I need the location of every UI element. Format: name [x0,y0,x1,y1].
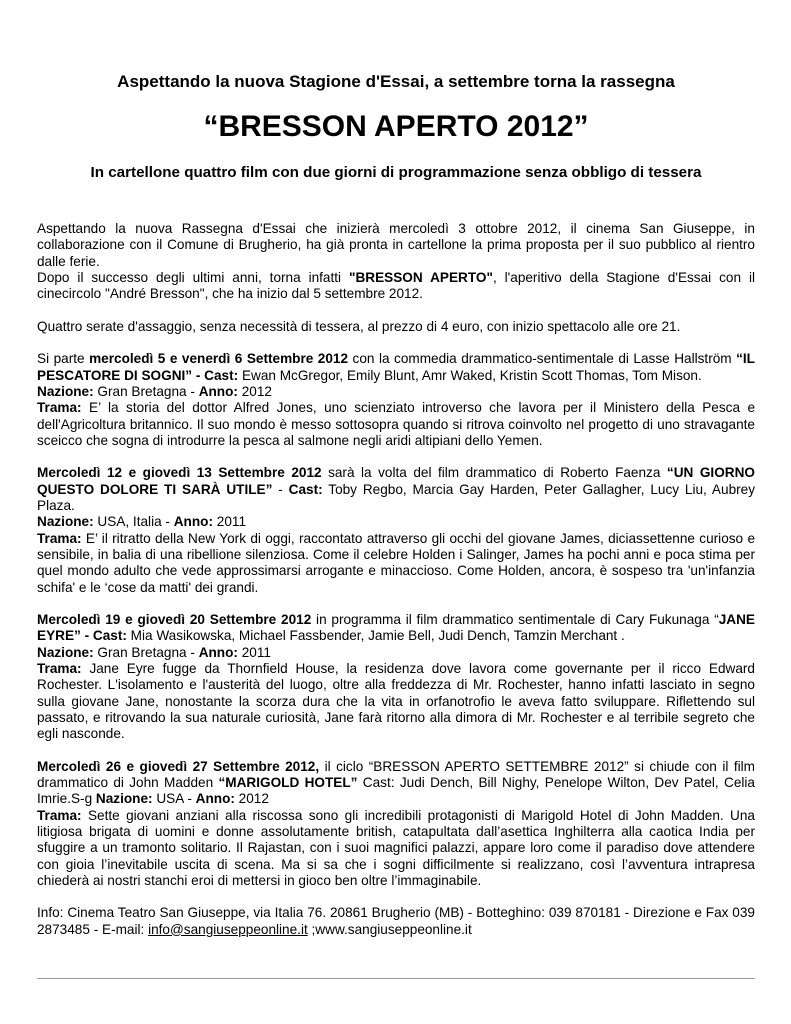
article-body [37,221,755,954]
film-block-3 [37,612,755,742]
anno-value: 2012 [237,383,272,399]
film1-cast: Ewan McGregor, Emily Blunt, Amr Waked, Kristin Scott Thomas, Tom Mison. [238,367,702,383]
film2-sep: - [272,481,289,497]
nazione-value: Gran Bretagna - [93,383,199,399]
nazione-label: Nazione: [37,644,94,660]
nazione-value: Gran Bretagna - [93,644,199,660]
website-text: ;www.sangiuseppeonline.it [307,921,472,937]
nazione-label: Nazione: [37,383,94,399]
nazione-label: Nazione: [95,791,153,807]
film1-text: con la commedia drammatico-sentimentale di Lasse Hallström [348,351,737,367]
trama-label: Trama: [37,661,82,677]
film1-text: Si parte [37,351,90,367]
film4-title: “MARIGOLD HOTEL” [218,775,358,791]
anno-label: Anno: [198,383,238,399]
trama-text: E’ il ritratto della New York di oggi, raccontato attraverso gli occhi del giovane James, diciassettenne curioso e sensibile, in balia di una ribellione silenziosa. Come il celebre Holden i Salinger, James ha pochi anni e poca stima per quel mondo adulto che vede approssimarsi arrogante e minaccioso. Come Holden, ancora, è sospeso tra 'un'infanzia schifa' e le ‘cose da matti' dei grandi. [37,530,755,595]
cast-label: Cast: [288,481,323,497]
email-link[interactable]: info@sangiuseppeonline.it [148,921,308,937]
info-paragraph [37,905,755,938]
film-block-2 [37,465,755,595]
anno-label: Anno: [195,791,235,807]
nazione-label: Nazione: [37,514,94,530]
film2-cast: Toby Regbo, Marcia Gay Harden, Peter Gallagher, Lucy Liu, Aubrey Plaza. [37,481,756,514]
film-block-4 [37,759,755,889]
intro-text-2b: "BRESSON APERTO" [349,269,493,285]
trama-text: Jane Eyre fugge da Thornfield House, la residenza dove lavora come governante per il ricco Edward Rochester. L'isolamento e l'austerità del luogo, oltre alla freddezza di Mr. Rochester, hanno infatti lasciato in segno sulla giovane Jane, nonostante la scorza dura che la vita in orfanotrofio le aveva fatto sviluppare. Riflettendo sul passato, e ritrovando la sua naturale curiosità, Jane farà ritorno alla dimora di Mr. Rochester e al terribile segreto che egli nasconde. [37,661,755,742]
film4-cast: Cast: Judi Dench, Bill Nighy, Penelope Wilton, Dev Patel, Celia Imrie.S-g [37,775,755,807]
anno-value: 2011 [237,644,271,660]
intro-paragraph-3: Quattro serate d'assaggio, senza necessità di tessera, al prezzo di 4 euro, con inizio spettacolo alle ore 21. [37,318,681,334]
intro-text-2c: , l'aperitivo della Stagione d'Essai con il cinecircolo "André Bresson", che ha inizio dal 5 settembre 2012. [37,269,755,302]
nazione-value: USA, Italia - [93,514,174,530]
film3-dates: Mercoledì 19 e giovedì 20 Settembre 2012 [37,612,312,628]
intro-text-1: Aspettando la nuova Rassegna d'Essai che inizierà mercoledì 3 ottobre 2012, il cinema San Giuseppe, in collaborazione con il Comune di Brugherio, ha già pronta in cartellone la prima proposta per il suo pubblico al rientro dalle ferie. [37,221,755,269]
film-block-1 [37,351,755,449]
trama-label: Trama: [37,400,82,416]
film4-dates: Mercoledì 26 e giovedì 27 Settembre 2012, [37,758,320,774]
film2-dates: Mercoledì 12 e giovedì 13 Settembre 2012 [37,465,322,481]
trama-label: Trama: [37,807,82,823]
info-text: Info: Cinema Teatro San Giuseppe, via Italia 76. 20861 Brugherio (MB) - Botteghino: 039 870181 - Direzione e Fax 039 2873485 - E-mail: [37,905,755,937]
subtitle: In cartellone quattro film con due giorni di programmazione senza obbligo di tessera [90,164,702,181]
film2-text: sarà la volta del film drammatico di Roberto Faenza [321,465,667,481]
film3-title: JANE EYRE” - Cast: [37,612,755,644]
film4-text: il ciclo “BRESSON APERTO SETTEMBRE 2012” si chiude con il film drammatico di John Madden [37,758,755,791]
trama-text: E’ la storia del dottor Alfred Jones, uno scienziato introverso che lavora per il Ministero della Pesca e dell'Agricoltura britannico. Il suo mondo è messo sottosopra quando si ritrova coinvolto nel progetto di uno stravagante sceicco che sogna di introdurre la pesca al salmone negli aridi altipiani dello Yemen. [37,400,755,448]
page-title: “BRESSON APERTO 2012” [203,110,589,143]
pretitle: Aspettando la nuova Stagione d'Essai, a settembre torna la rassegna [117,72,675,91]
anno-value: 2011 [213,514,247,530]
anno-label: Anno: [173,514,213,530]
intro-paragraph [37,221,755,302]
anno-value: 2012 [234,791,269,807]
trama-label: Trama: [37,530,82,546]
film1-dates: mercoledì 5 e venerdì 6 Settembre 2012 [89,351,349,367]
intro-text-2a: Dopo il successo degli ultimi anni, torna infatti [37,269,349,285]
trama-text: Sette giovani anziani alla riscossa sono gli incredibili protagonisti di Marigold Hotel di John Madden. Una litigiosa brigata di uomini e donne assolutamente british, catapultata dall’asettica Inghilterra alla caotica India per sfuggire a un tramonto solitario. Il Rajastan, con i suoi magnifici palazzi, appare loro come il paradiso dove attendere con gioia l’inevitabile uscita di scena. Ma si sa che i sogni difficilmente si realizzano, così l’avventura intrapresa chiederà ai nostri stanchi eroi di mettersi in gioco ben oltre l’immaginabile. [37,807,755,888]
nazione-value: USA - [152,791,196,807]
anno-label: Anno: [198,644,238,660]
film3-text: in programma il film drammatico sentimentale di Cary Fukunaga “ [311,612,719,628]
film2-title: “UN GIORNO QUESTO DOLORE TI SARÀ UTILE” [37,465,755,497]
footer-divider [37,978,755,979]
film3-cast: Mia Wasikowska, Michael Fassbender, Jamie Bell, Judi Dench, Tamzin Merchant . [126,628,625,644]
film1-title: “IL PESCATORE DI SOGNI” - Cast: [37,351,755,383]
